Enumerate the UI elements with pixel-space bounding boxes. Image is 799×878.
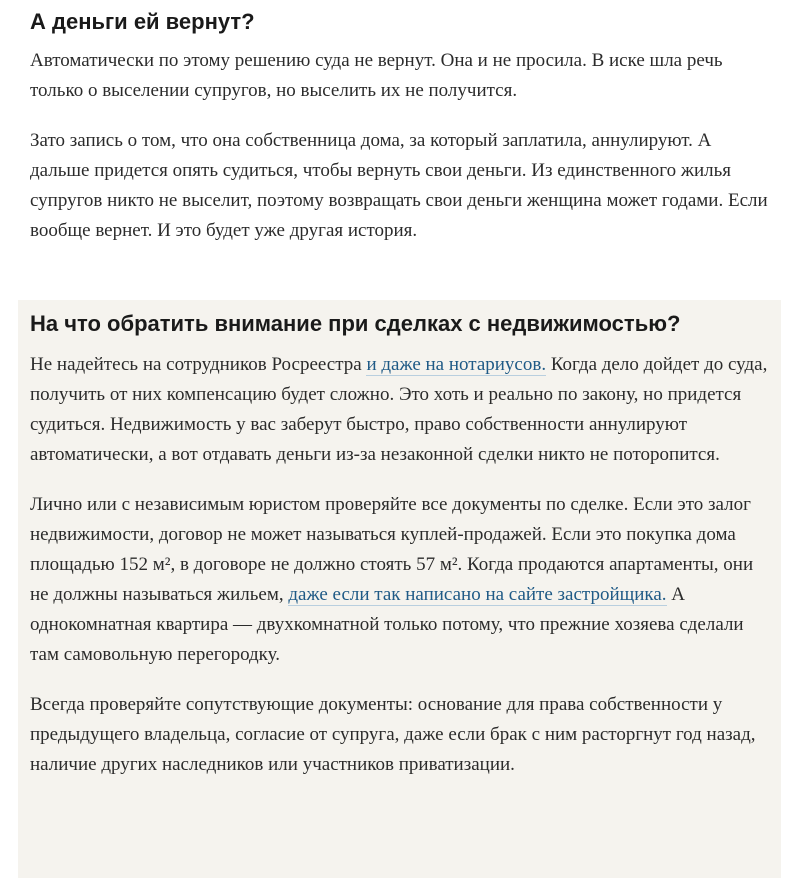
section-heading: А деньги ей вернут? <box>30 9 255 34</box>
callout-paragraph <box>30 490 769 670</box>
callout-paragraph: Всегда проверяйте сопутствующие документы: основание для права собственности у предыдущего владельца, согласие от супруга, даже если брак с ним расторгнут год назад, наличие других наследников или участников приватизации. <box>30 694 756 775</box>
text-span: Не надейтесь на сотрудников Росреестра <box>30 354 367 375</box>
text-span: Когда дело дойдет до суда, получить от них компенсацию будет сложно. Это хоть и реально по закону, но придется судиться. Недвижимость у вас заберут быстро, право собственности аннулируют автоматически, а вот отдавать деньги из-за незаконной сделки никто не поторопится. <box>30 354 768 465</box>
text-span: А однокомнатная квартира — двухкомнатной только потому, что прежние хозяева сделали там самовольную перегородку. <box>30 584 744 665</box>
notaries-link[interactable]: и даже на нотариусов. <box>366 354 547 375</box>
callout-paragraph <box>30 350 769 470</box>
developer-site-link[interactable]: даже если так написано на сайте застройщика. <box>288 584 667 605</box>
tips-callout <box>18 300 781 878</box>
paragraph: Автоматически по этому решению суда не вернут. Она и не просила. В иске шла речь только о выселении супругов, но выселить их не получится. <box>30 50 723 101</box>
paragraph: Зато запись о том, что она собственница дома, за который заплатила, аннулируют. А дальше придется опять судиться, чтобы вернуть свои деньги. Из единственного жилья супругов никто не выселит, поэтому возвращать свои деньги женщина может годами. Если вообще вернет. И это будет уже другая история. <box>30 130 768 241</box>
article-section <box>0 0 799 246</box>
text-span: Лично или с независимым юристом проверяйте все документы по сделке. Если это залог недвижимости, договор не может называться куплей-продажей. Если это покупка дома площадью 152 м², в договоре не должно стоять 57 м². Когда продаются апартаменты, они не должны называться жильем, <box>30 494 754 605</box>
callout-heading: На что обратить внимание при сделках с недвижимостью? <box>30 311 681 336</box>
